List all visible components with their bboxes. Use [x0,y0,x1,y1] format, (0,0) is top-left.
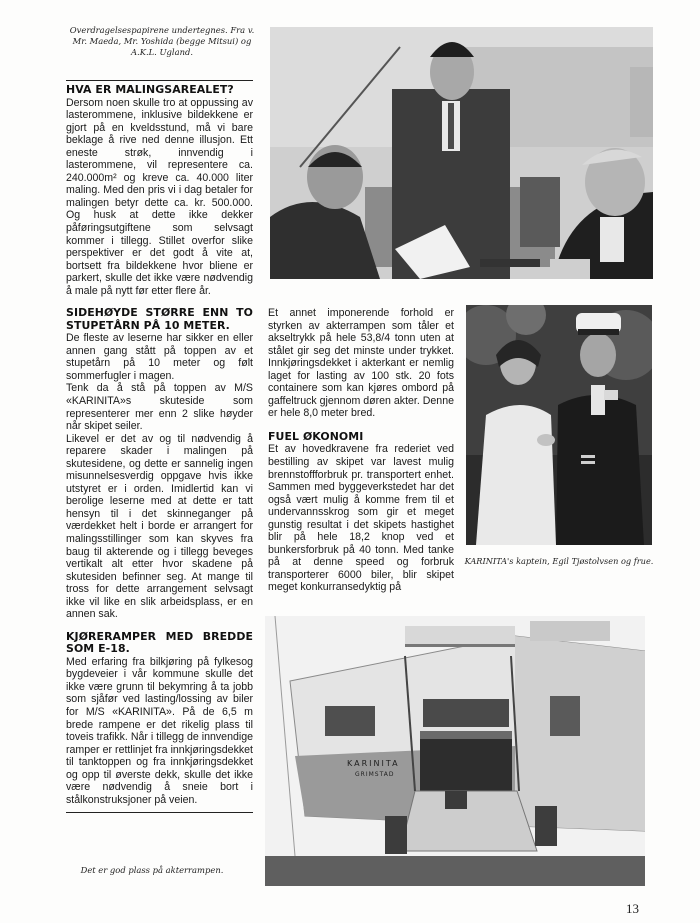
ship-stern-ramp-photo [265,616,645,886]
paragraph-akterrampen: Et annet imponerende forhold er styrken av akterrampen som tåler et akseltrykk på hele 53,8/4 tonn uten at stålet gir seg det minste under trykket. Innkjøringsdekket i akterkant er nemlig laget for lasting av 100 stk. 20 fots containere som kan kjøres ombord på gaffeltruck gjennom døren akter. Denne er hele 8,0 meter bred. [268,307,454,420]
heading-malingsarealet: HVA ER MALINGSAREALET? [66,83,234,96]
heading-fuel-okonomi: FUEL ØKONOMI [268,429,364,443]
ship-name-text: KARINITA [347,759,400,768]
middle-column [268,307,454,594]
paragraph-sidehoyde-2: Tenk da å stå på toppen av M/S «KARINITA»s skuteside som representerer mer enn 2 slike høyder når skipet seiler. [66,382,253,433]
left-column [66,76,253,816]
paragraph-sidehoyde-3: Likevel er det av og til nødvendig å reparere skader i malingen på skutesidene, og dette er sannelig ingen misunnelsesverdig oppgave hvis ikke utstyret er i orden. Imidlertid kan vi berolige leserne med at dette er tatt hensyn til i det skinneganger på værdekket helt i borde er arrangert for malingsstillinger som kan skyves fra baug til akterende og i tillegg beveges vertikalt alt etter hvor skadene på skutesiden befinner seg. At mange til tross for dette arrangement selvsagt ikke vil like en slik arbeidsplass, er en annen sak. [66,432,253,621]
photo-caption-captain: KARINITA's kaptein, Egil Tjøstolvsen og frue. [464,556,654,566]
signing-ceremony-photo [270,27,653,279]
photo-caption-ramp: Det er god plass på akterrampen. [80,865,224,875]
page-number: 13 [626,901,639,916]
paragraph-fuel-okonomi: Et av hovedkravene fra rederiet ved bestilling av skipet var lavest mulig brennstoffforbruk pr. transportert enhet. Sammen med byggeverkstedet har det også vært mulig å komme frem til et undervannsskrog som gir et meget gunstig resultat i det skipets hastighet blir på hele 18,2 knop ved et bunkersforbruk på 40 tonn. Med tanke på at denne speed og forbruk transporterer 6000 biler, blir skipet meget konkurransedyktig på [268,443,454,594]
heading-sidehoyde: SIDEHØYDE STØRRE ENN TO STUPETÅRN PÅ 10 METER. [66,306,253,332]
divider [66,80,253,81]
paragraph-sidehoyde-1: De fleste av leserne har sikker en eller annen gang stått på toppen av et stupetårn på 10 meter og følt sommerfugler i magen. [66,332,253,382]
divider [66,812,253,813]
photo-caption-signing: Overdragelsespapirene undertegnes. Fra v. Mr. Maeda, Mr. Yoshida (begge Mitsui) og A.K.L. Ugland. [69,25,255,57]
paragraph-kjoreramper: Med erfaring fra bilkjøring på fylkesog bygdeveier i vår kommune skulle det ikke være grunn til bekymring å ta jobb som sjåfør ved lasting/lossing av biler for M/S «KARINITA». På de 6,5 m brede rampene er det rikelig plass til toveis trafikk. Når i tillegg de innvendige ramper er rettlinjet fra innkjøringsdekket til tanktoppen og fra innkjøringsdekket og opp til øverste dekk, skulle det ikke være nødvendig å sneie bort i stålkonstruksjoner på veien. [66,655,253,806]
heading-kjoreramper: KJØRERAMPER MED BREDDE SOM E-18. [66,629,253,656]
ship-port-text: GRIMSTAD [355,771,395,778]
paragraph-malingsarealet: Dersom noen skulle tro at oppussing av lasterommene, inklusive bildekkene er gjort på en kveldsstund, må vi bare beklage å rive ned denne illusjon. Ett eneste strøk, innvendig i lasterommene, vil representere ca. 240.000m² og kreve ca. 40.000 liter maling. Med den pris vi i dag betaler for malingen betyr dette ca. kr. 500.000. Og husk at dette ikke dekker påføringsutgiftene som selvsagt kommer i tillegg. Stillet overfor slike perspektiver er det godt å vite at, bortsett fra bildekkene hvor bliene er parkert, skulle det ikke være nødvendig å male på nytt før etter flere år. [66,96,253,297]
captain-and-wife-photo [466,305,652,545]
